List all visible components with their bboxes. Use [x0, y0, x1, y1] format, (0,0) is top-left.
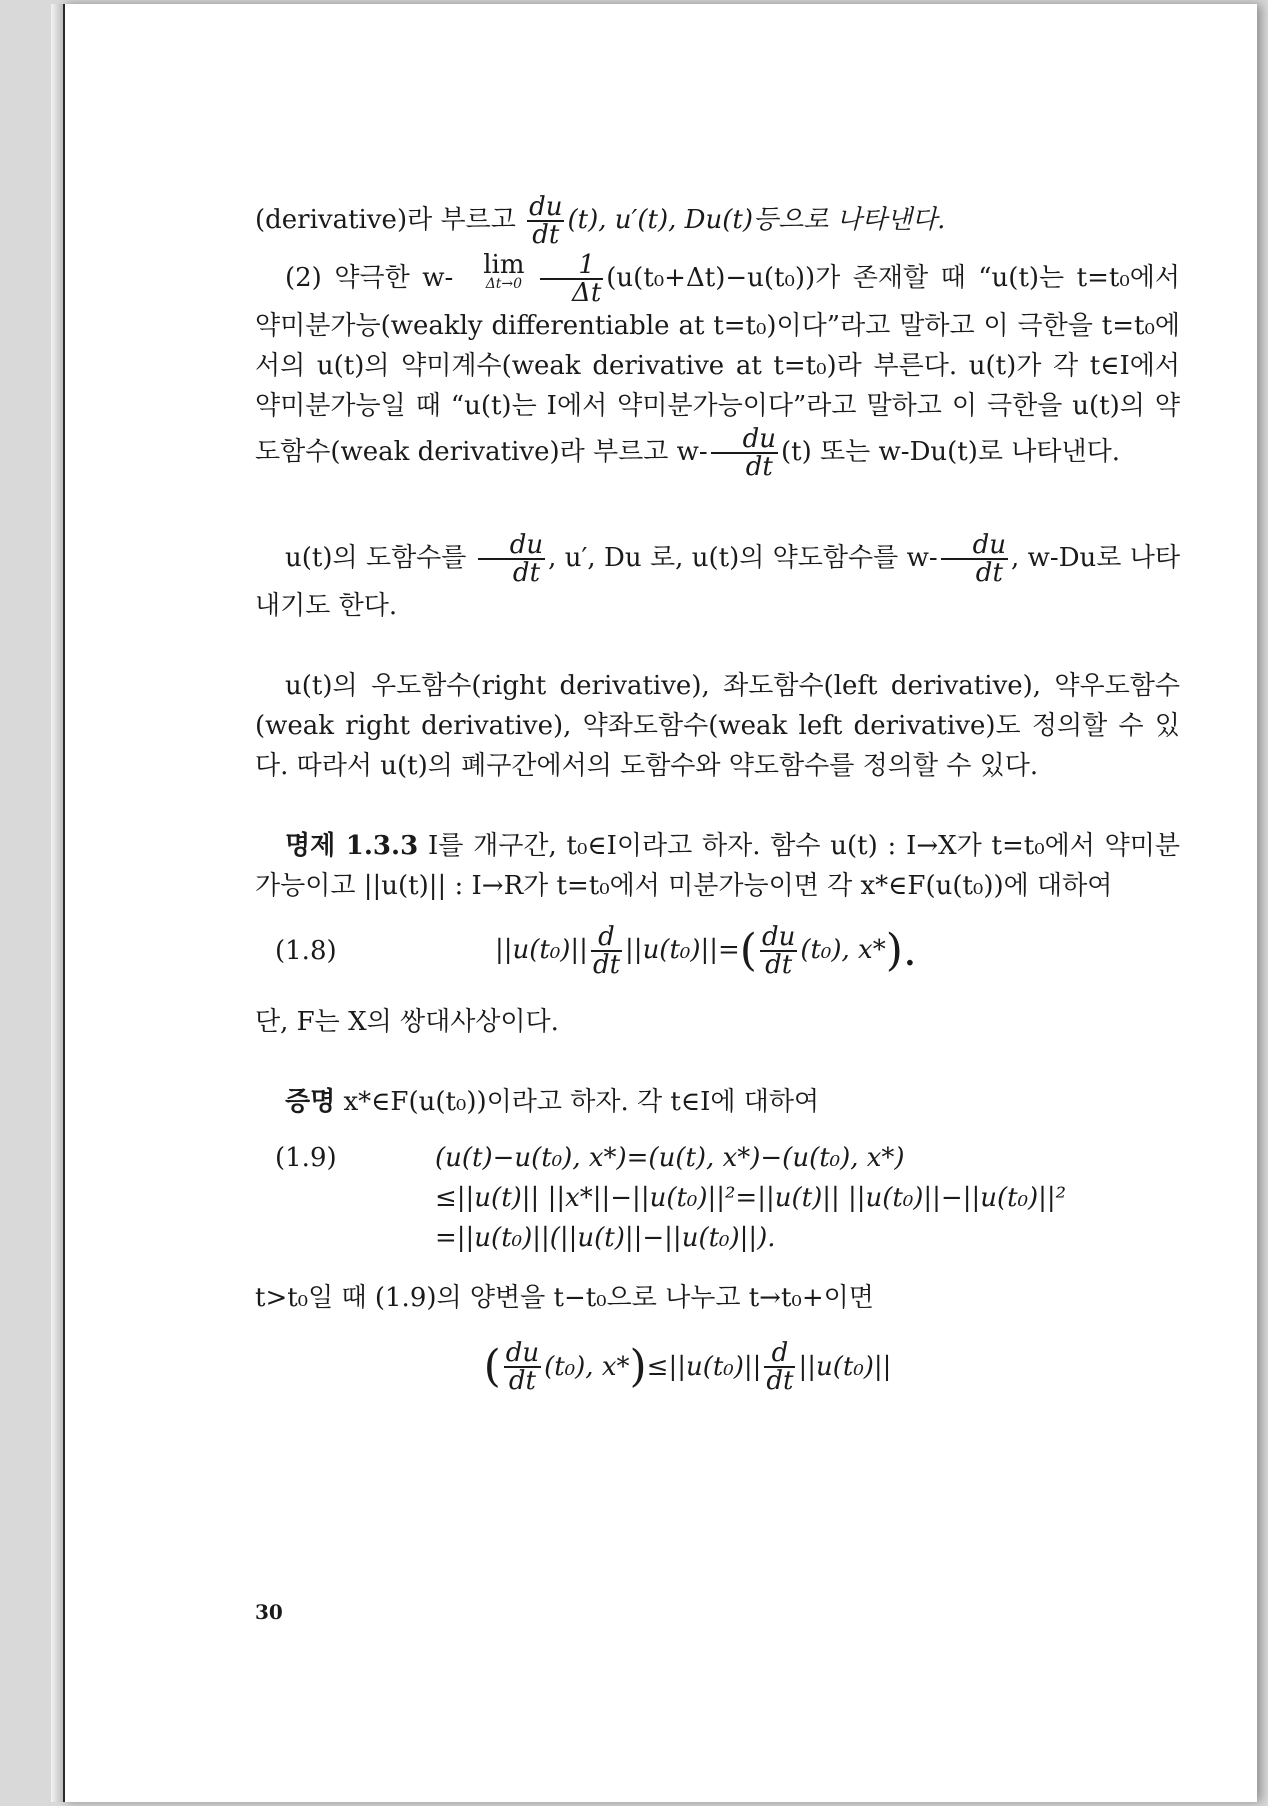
equation-line-3: =||u(t₀)||(||u(t)||−||u(t₀)||). [435, 1223, 776, 1253]
paragraph-weak-differentiable [255, 252, 1180, 480]
equation-number: (1.8) [275, 936, 337, 966]
proposition-label: 명제 1.3.3 [285, 831, 419, 861]
fraction-d-dt: $\frac{d}{dt}$ [766, 1338, 794, 1396]
fraction-1-dt: $\frac{1}{\Delta t}$ [540, 252, 603, 306]
limit-operator: lim Δt→0 [483, 250, 525, 292]
text: (t), u′(t), Du(t)등으로 나타낸다. [567, 205, 946, 235]
page-number: 30 [255, 1600, 283, 1624]
equation-line-1: (u(t)−u(t₀), x*)=(u(t), x*)−(u(t₀), x*) [435, 1143, 905, 1173]
page-content [255, 194, 1180, 1394]
fraction-du-dt: $\frac{du}{dt}$ [711, 426, 778, 480]
equation-number: (1.9) [275, 1143, 337, 1173]
fraction-du-dt: $\frac{du}{dt}$ [478, 532, 545, 586]
fraction-d-dt: $\frac{d}{dt}$ [592, 922, 621, 980]
fraction-du-dt: $\frac{du}{dt}$ [761, 922, 796, 980]
fraction-du-dt: $\frac{du}{dt}$ [529, 192, 563, 250]
text: , u′, Du 로, u(t)의 약도함수를 w- [548, 543, 938, 573]
proposition-1-3-3 [255, 826, 1180, 906]
proof-label: 증명 [285, 1087, 336, 1117]
duality-note: 단, F는 X의 쌍대사상이다. [255, 1007, 559, 1037]
fraction-du-dt: $\frac{du}{dt}$ [941, 532, 1008, 586]
text: , w-Du로 나타내기도 한다. [255, 543, 1180, 621]
proof-start [255, 1082, 1180, 1122]
text: u(t)의 도함수를 [285, 543, 467, 573]
equation-inequality: ( $\frac{du}{dt}$ (t₀), x* ) ≤||u(t₀)|| $\frac{d}{dt}$ ||u(t₀)|| [483, 1338, 892, 1396]
text: (derivative)라 부르고 [255, 205, 516, 235]
equation-body: ||u(t₀)|| $\frac{d}{dt}$ ||u(t₀)||=( $\frac{du}{dt}$ (t₀), x*). [495, 922, 917, 980]
book-page [62, 4, 1257, 1802]
paragraph-notation [255, 532, 1180, 626]
text: (t) 또는 w-Du(t)로 나타낸다. [781, 437, 1121, 467]
text: (u(t₀+Δt)−u(t₀))가 존재할 때 “u(t)는 t=t₀에서 약미분가능(weakly differentiable at t=t₀)이다”라고 말하고 이 극한을 t=t₀에서의 u(t)의 약미계수(weak derivative at t=t₀)라 부른다. u(t)가 각 t∈I에서 약미분가능일 때 “u(t)는 I에서 약미분가능이다”라고 말하고 이 극한을 u(t)의 약도함수(weak derivative)라 부르고 w- [255, 263, 1180, 467]
text: (2) 약극한 w- [285, 263, 454, 293]
proof-text: x*∈F(u(t₀))이라고 하자. 각 t∈I에 대하여 [343, 1087, 820, 1117]
paragraph-one-sided-derivatives: u(t)의 우도함수(right derivative), 좌도함수(left derivative), 약우도함수(weak right derivative), 약좌도함수(weak left derivative)도 정의할 수 있다. 따라서 u(t)의 폐구간에서의 도함수와 약도함수를 정의할 수 있다. [255, 671, 1180, 781]
proposition-text: I를 개구간, t₀∈I이라고 하자. 함수 u(t) : I→X가 t=t₀에서 약미분가능이고 ||u(t)|| : I→R가 t=t₀에서 미분가능이면 각 x*∈F(u(t₀))에 대하여 [255, 831, 1180, 901]
fraction-du-dt: $\frac{du}{dt}$ [505, 1338, 540, 1396]
equation-1-9 [255, 1138, 1180, 1258]
equation-1-8 [255, 924, 1180, 978]
equation-line-2: ≤||u(t)|| ||x*||−||u(t₀)||²=||u(t)|| ||u(t₀)||−||u(t₀)||² [435, 1183, 1067, 1213]
paragraph-divide: t>t₀일 때 (1.9)의 양변을 t−t₀으로 나누고 t→t₀+이면 [255, 1283, 874, 1313]
paragraph-derivative-notation [255, 194, 1180, 248]
